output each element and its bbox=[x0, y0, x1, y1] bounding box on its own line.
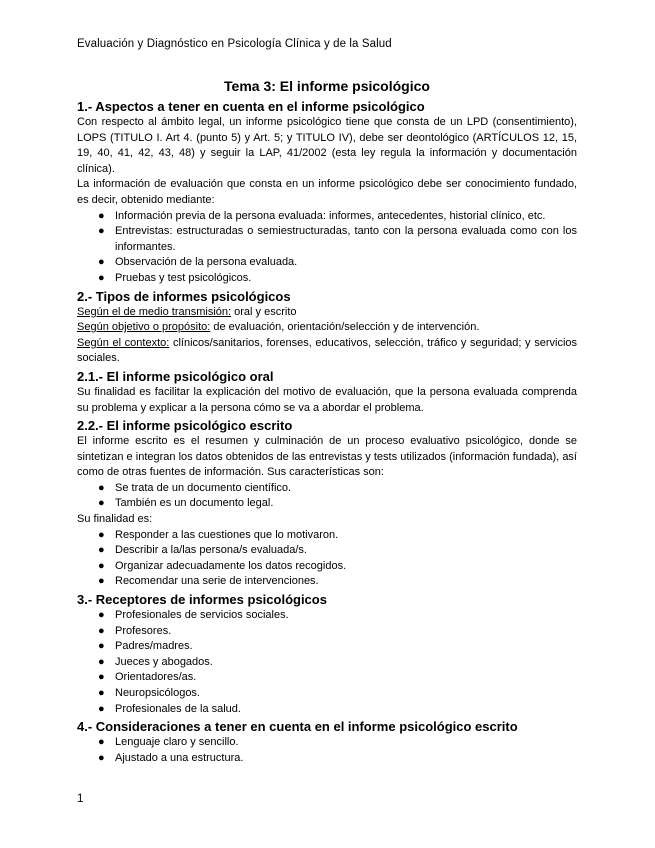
document-body bbox=[77, 77, 577, 766]
list-item: ● Profesionales de servicios sociales. bbox=[115, 608, 577, 624]
bullet-icon: ● bbox=[98, 256, 105, 269]
bullet-icon: ● bbox=[98, 559, 105, 572]
section-3-bullet-list bbox=[77, 608, 577, 717]
list-item: ● Padres/madres. bbox=[115, 639, 577, 655]
page-number: 1 bbox=[77, 793, 84, 805]
section-4-heading: 4.- Consideraciones a tener en cuenta en el informe psicológico escrito bbox=[77, 719, 518, 735]
section-2-2-paragraph-1: El informe escrito es el resumen y culminación de un proceso evaluativo psicológico, donde se sintetizan e integran los datos obtenidos de las entrevistas y tests utilizados (información fundada), así como de otras fuentes de información. Sus características son: bbox=[77, 435, 577, 479]
list-item: ● Responder a las cuestiones que lo motivaron. bbox=[115, 528, 577, 544]
list-item: ● Profesionales de la salud. bbox=[115, 702, 577, 718]
list-item: ● Organizar adecuadamente los datos recogidos. bbox=[115, 559, 577, 575]
list-item: ● Se trata de un documento científico. bbox=[115, 481, 577, 497]
section-3-heading: 3.- Receptores de informes psicológicos bbox=[77, 592, 327, 608]
bullet-icon: ● bbox=[98, 687, 105, 699]
running-header: Evaluación y Diagnóstico en Psicología Clínica y de la Salud bbox=[77, 38, 392, 50]
list-item: ● Describir a la/las persona/s evaluada/s. bbox=[115, 543, 577, 559]
section-2-2-bullet-list-2 bbox=[77, 528, 577, 590]
bullet-icon: ● bbox=[98, 497, 105, 510]
bullet-icon: ● bbox=[98, 544, 105, 557]
bullet-icon: ● bbox=[98, 736, 105, 749]
objetivo-text: de evaluación, orientación/selección y de intervención. bbox=[210, 321, 480, 334]
objetivo-label: Según objetivo o propósito: bbox=[77, 321, 211, 334]
bullet-icon: ● bbox=[98, 271, 105, 284]
list-item: ● Profesores. bbox=[115, 624, 577, 640]
contexto-text: clínicos/sanitarios, forenses, educativos, selección, tráfico y seguridad; y servicios sociales. bbox=[77, 336, 577, 365]
bullet-icon: ● bbox=[98, 671, 105, 684]
list-item: ● Pruebas y test psicológicos. bbox=[115, 271, 577, 287]
list-item: ● Recomendar una serie de intervenciones. bbox=[115, 574, 577, 590]
section-2-contexto bbox=[77, 336, 577, 367]
section-2-1-paragraph: Su finalidad es facilitar la explicación del motivo de evaluación, que la persona evaluada comprenda su problema y explicar a la persona cómo se va a abordar el problema. bbox=[77, 385, 577, 414]
bullet-icon: ● bbox=[98, 655, 105, 668]
list-item: ● Observación de la persona evaluada. bbox=[115, 255, 577, 271]
medio-label: Según el de medio transmisión: bbox=[77, 305, 232, 318]
list-item: ● Ajustado a una estructura. bbox=[115, 751, 577, 767]
section-1-paragraph-2: La información de evaluación que consta en un informe psicológico debe ser conocimiento fundado, es decir, obtenido mediante: bbox=[77, 178, 577, 206]
section-1-bullet-list bbox=[77, 209, 577, 287]
bullet-icon: ● bbox=[98, 609, 105, 622]
bullet-icon: ● bbox=[98, 575, 105, 588]
bullet-icon: ● bbox=[98, 624, 105, 637]
bullet-icon: ● bbox=[98, 751, 105, 764]
contexto-label: Según el contexto: bbox=[77, 336, 170, 349]
bullet-icon: ● bbox=[98, 481, 105, 494]
bullet-icon: ● bbox=[98, 209, 105, 222]
medio-text: oral y escrito bbox=[231, 305, 297, 318]
document-title: Tema 3: El informe psicológico bbox=[224, 78, 430, 94]
list-item: ● Neuropsicólogos. bbox=[115, 686, 577, 702]
section-2-objetivo bbox=[77, 320, 577, 336]
bullet-icon: ● bbox=[98, 702, 105, 715]
bullet-icon: ● bbox=[98, 640, 105, 653]
section-2-2-heading: 2.2.- El informe psicológico escrito bbox=[77, 418, 293, 434]
bullet-icon: ● bbox=[98, 225, 105, 238]
section-1-paragraph-1: Con respecto al ámbito legal, un informe psicológico tiene que consta de un LPD (consentimiento), LOPS (TITULO I. Art 4. (punto 5) y Art. 5; y TITULO IV), debe ser deontológico (ARTÍCULOS 12, 15, 19, 40, 41, 42, 43, 48) y seguir la LAP, 41/2002 (esta ley regula la información y documentación clínica). bbox=[77, 116, 577, 175]
section-1-heading: 1.- Aspectos a tener en cuenta en el informe psicológico bbox=[77, 99, 425, 114]
section-2-medio bbox=[77, 305, 577, 321]
section-4-bullet-list bbox=[77, 735, 577, 766]
bullet-icon: ● bbox=[98, 528, 105, 541]
section-2-heading: 2.- Tipos de informes psicológicos bbox=[77, 288, 291, 304]
list-item: ● Información previa de la persona evaluada: informes, antecedentes, historial clínico, etc. bbox=[115, 209, 577, 225]
list-item: ● Lenguaje claro y sencillo. bbox=[115, 735, 577, 751]
section-2-1-heading: 2.1.- El informe psicológico oral bbox=[77, 368, 274, 384]
list-item: ● Jueces y abogados. bbox=[115, 655, 577, 671]
section-2-2-paragraph-2: Su finalidad es: bbox=[77, 513, 153, 526]
list-item: ● Entrevistas: estructuradas o semiestructuradas, tanto con la persona evaluada como con los informantes. bbox=[98, 225, 577, 253]
section-2-2-bullet-list-1 bbox=[77, 481, 577, 512]
list-item: ● Orientadores/as. bbox=[115, 670, 577, 686]
list-item: ● También es un documento legal. bbox=[115, 496, 577, 512]
